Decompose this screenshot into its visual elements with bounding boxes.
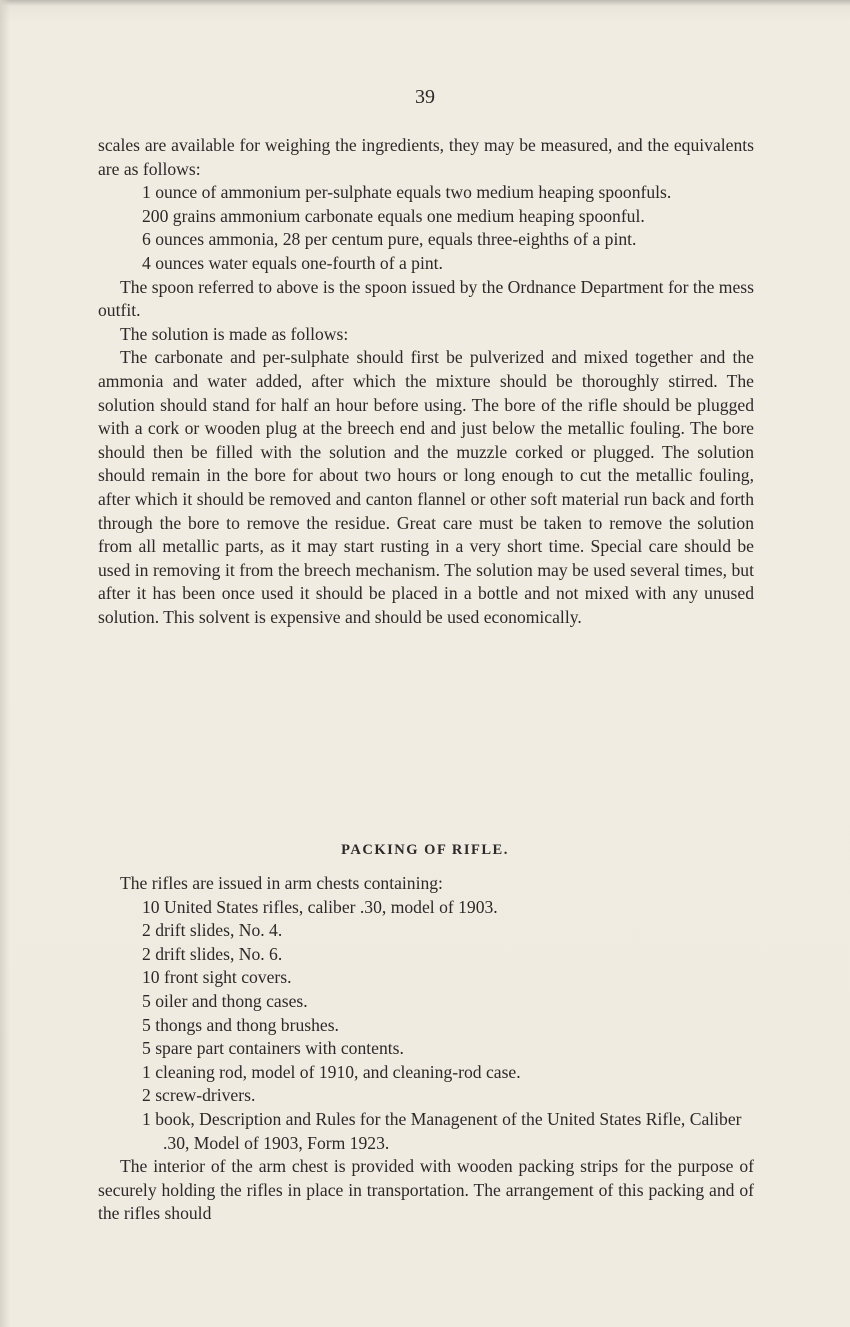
section-heading: PACKING OF RIFLE. — [341, 842, 509, 858]
packing-item: 10 United States rifles, caliber .30, model of 1903. — [142, 896, 498, 917]
spoon-note-paragraph: The spoon referred to above is the spoon issued by the Ordnance Department for the mess outfit. — [98, 276, 754, 321]
packing-item: 1 cleaning rod, model of 1910, and cleaning-rod case. — [142, 1061, 521, 1082]
packing-item: 2 drift slides, No. 4. — [142, 920, 283, 941]
closing-paragraph: The interior of the arm chest is provided with wooden packing strips for the purpose of securely holding the rifles in place in transportation. The arrangement of this packing and of the rifles should — [98, 1156, 754, 1224]
solution-paragraph: The carbonate and per-sulphate should first be pulverized and mixed together and the ammonia and water added, after which the mixture should be thoroughly stirred. The solution should stand for half an hour before using. The bore of the rifle should be plugged with a cork or wooden plug at the breech end and just below the metallic fouling. The bore should then be filled with the solution and the muzzle corked or plugged. The solution should remain in the bore for about two hours or long enough to cut the metallic fouling, after which it should be removed and canton flannel or other soft material run back and forth through the bore to remove the residue. Great care must be taken to remove the solution from all metallic parts, as it may start rusting in a very short time. Special care should be used in removing it from the breech mechanism. The solution may be used several times, but after it has been once used it should be placed in a bottle and not mixed with any unused solution. This solvent is expensive and should be used economically. — [98, 347, 754, 627]
equivalent-item: 200 grains ammonium carbonate equals one medium heaping spoonful. — [142, 205, 645, 226]
packing-item: 2 drift slides, No. 6. — [142, 943, 283, 964]
packing-item: 5 thongs and thong brushes. — [142, 1014, 339, 1035]
equivalent-item: 1 ounce of ammonium per-sulphate equals two medium heaping spoonfuls. — [142, 182, 672, 203]
solution-intro-paragraph: The solution is made as follows: — [120, 323, 349, 344]
packing-item: 5 oiler and thong cases. — [142, 990, 308, 1011]
packing-item: 2 screw-drivers. — [142, 1085, 256, 1106]
packing-intro-paragraph: The rifles are issued in arm chests containing: — [120, 873, 443, 893]
packing-item: 10 front sight covers. — [142, 967, 292, 988]
intro-paragraph: scales are available for weighing the ingredients, they may be measured, and the equivalents are as follows: — [98, 135, 754, 179]
packing-item: 1 book, Description and Rules for the Managenent of the United States Rifle, Caliber .30, Model of 1903, Form 1923. — [142, 1108, 742, 1153]
page-number: 39 — [415, 86, 435, 108]
page-edge-shadow — [0, 0, 10, 1327]
packing-section — [98, 872, 754, 1226]
equivalent-item: 6 ounces ammonia, 28 per centum pure, equals three-eighths of a pint. — [142, 229, 637, 250]
equivalent-item: 4 ounces water equals one-fourth of a pint. — [142, 252, 443, 273]
cleaning-solution-section — [98, 134, 754, 629]
packing-item: 5 spare part containers with contents. — [142, 1038, 404, 1059]
